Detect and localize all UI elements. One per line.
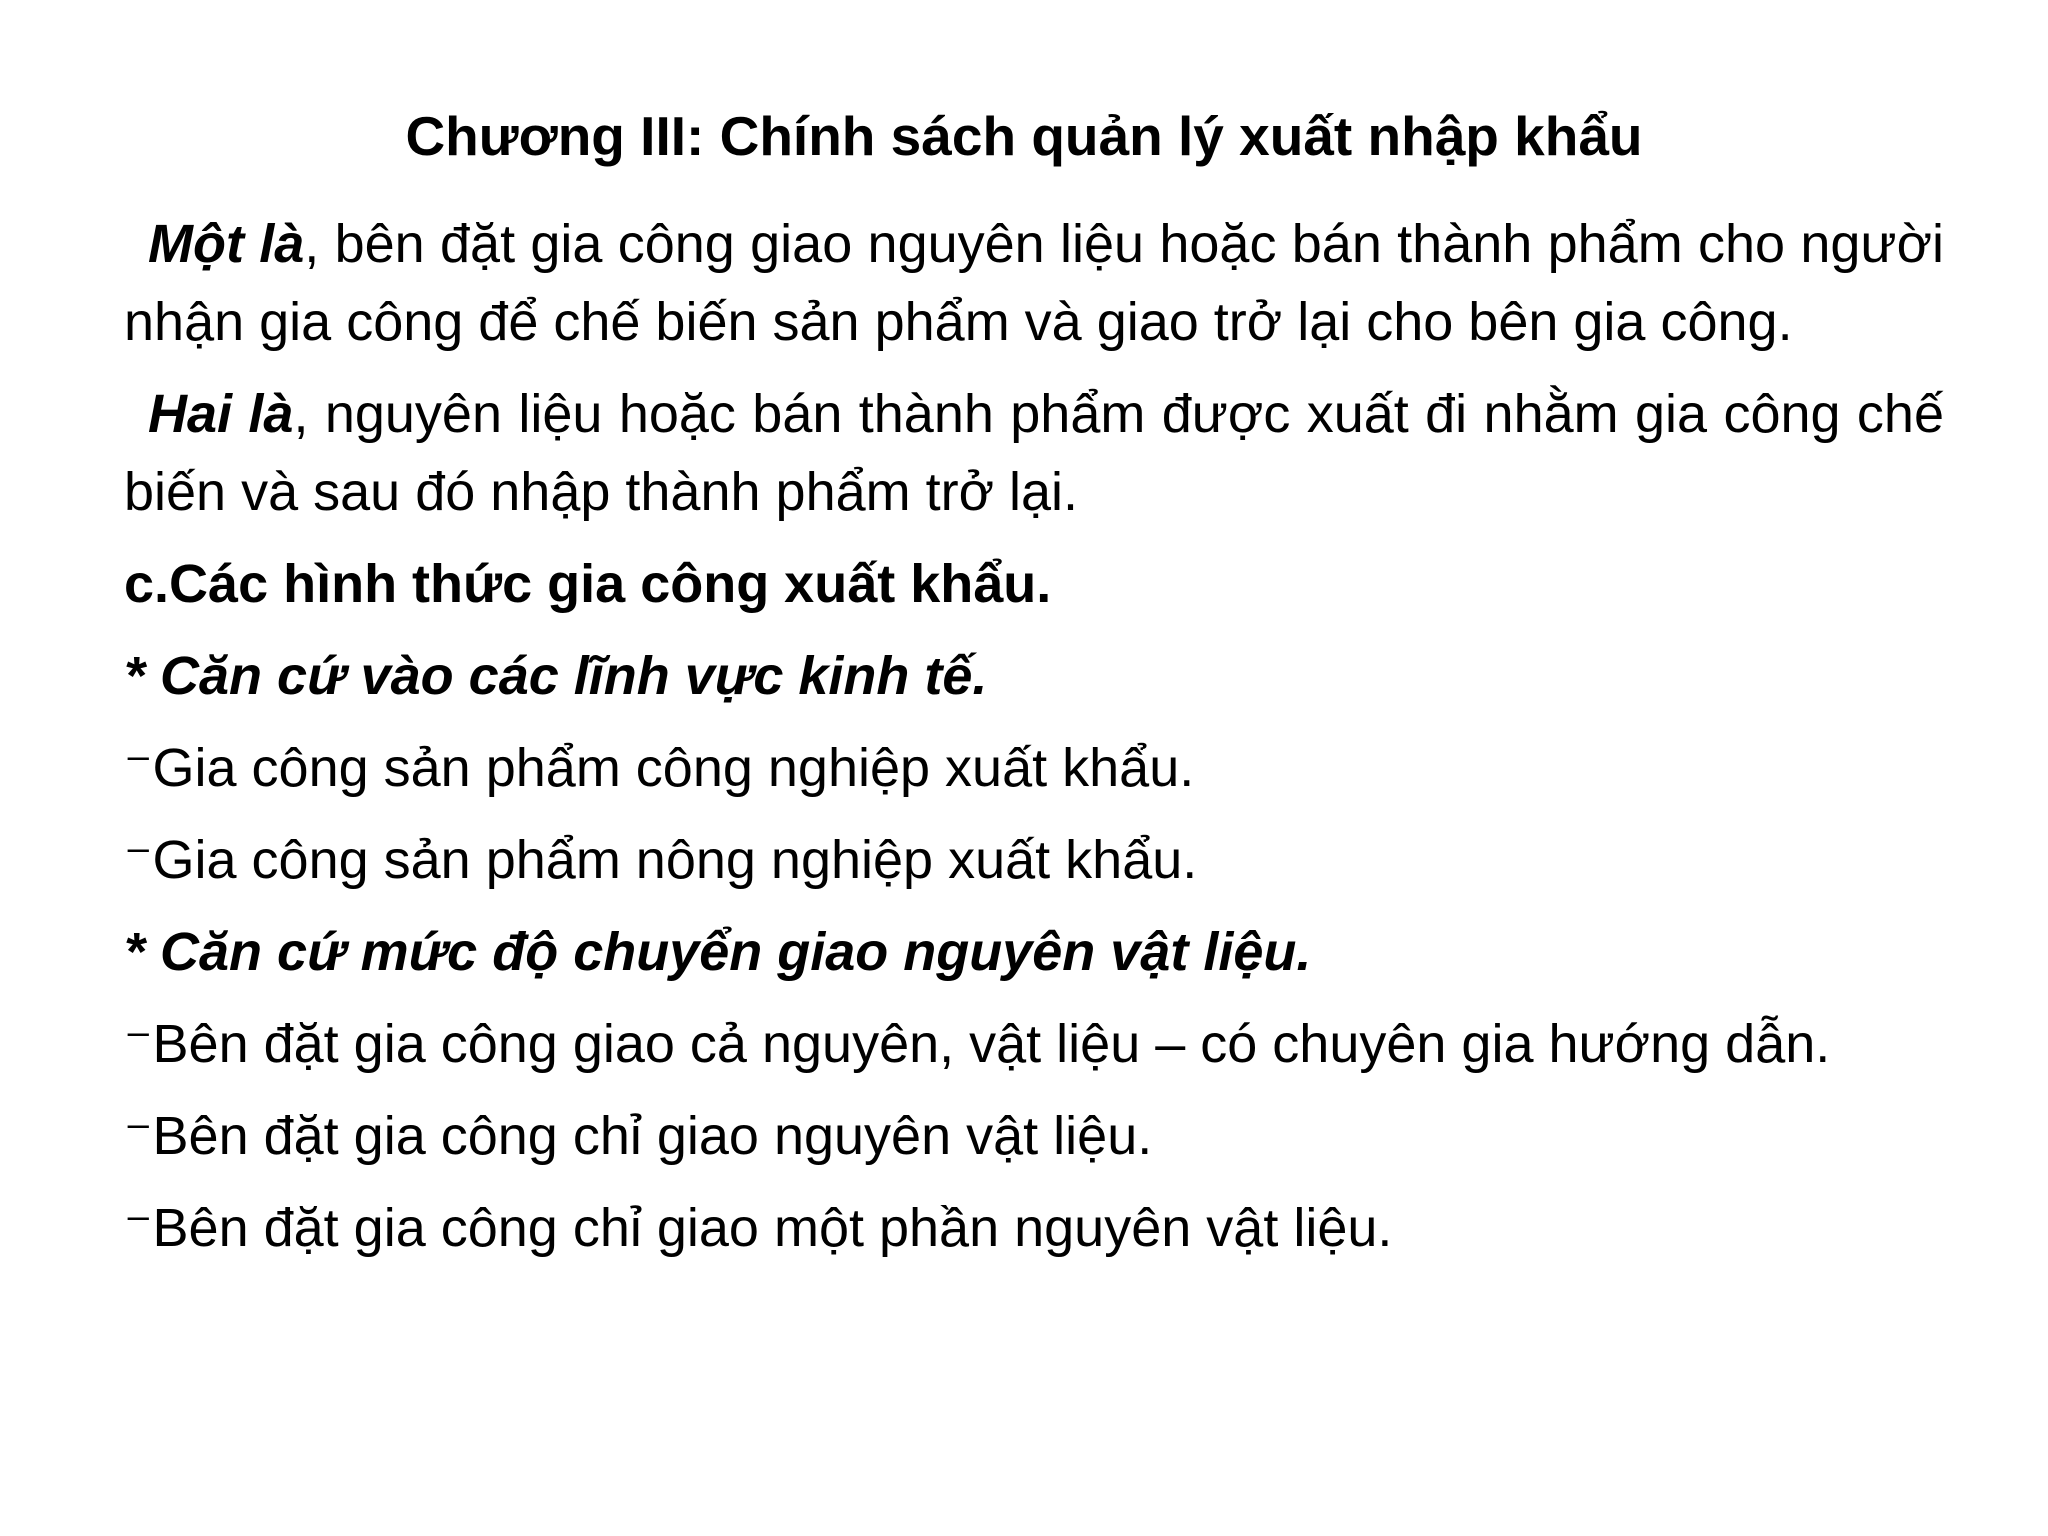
subsection-heading: * Căn cứ mức độ chuyển giao nguyên vật liệu. xyxy=(124,922,1312,982)
list-item xyxy=(124,729,1944,807)
bullet-marker: ⁻ xyxy=(124,1014,153,1074)
paragraph-text: , nguyên liệu hoặc bán thành phẩm được xuất đi nhằm gia công chế biến và sau đó nhập thành phẩm trở lại. xyxy=(124,384,1944,522)
slide-title: Chương III: Chính sách quản lý xuất nhập khẩu xyxy=(405,105,1643,167)
paragraph-mot-la xyxy=(124,205,1944,361)
bullet-marker: ⁻ xyxy=(124,1198,153,1258)
list-item-text: Gia công sản phẩm công nghiệp xuất khẩu. xyxy=(152,738,1195,798)
list-item-text: Bên đặt gia công chỉ giao một phần nguyên vật liệu. xyxy=(152,1198,1393,1258)
bullet-marker: ⁻ xyxy=(124,738,153,798)
paragraph-lead: Hai là xyxy=(148,384,294,444)
paragraph-lead: Một là xyxy=(148,214,305,274)
bullet-marker: ⁻ xyxy=(124,1106,153,1166)
list-item-text: Bên đặt gia công giao cả nguyên, vật liệu – có chuyên gia hướng dẫn. xyxy=(152,1014,1831,1074)
list-item xyxy=(124,1097,1944,1175)
slide-body xyxy=(124,205,1944,1281)
bullet-marker: ⁻ xyxy=(124,830,153,890)
paragraph-hai-la xyxy=(124,375,1944,531)
list-item-text: Bên đặt gia công chỉ giao nguyên vật liệu. xyxy=(152,1106,1153,1166)
section-heading: c.Các hình thức gia công xuất khẩu. xyxy=(124,554,1052,614)
list-item xyxy=(124,821,1944,899)
list-item-text: Gia công sản phẩm nông nghiệp xuất khẩu. xyxy=(152,830,1198,890)
subsection-heading: * Căn cứ vào các lĩnh vực kinh tế. xyxy=(124,646,988,706)
paragraph-text: , bên đặt gia công giao nguyên liệu hoặc bán thành phẩm cho người nhận gia công để chế biến sản phẩm và giao trở lại cho bên gia công. xyxy=(124,214,1944,352)
list-item xyxy=(124,1189,1944,1267)
list-item xyxy=(124,1005,1944,1083)
